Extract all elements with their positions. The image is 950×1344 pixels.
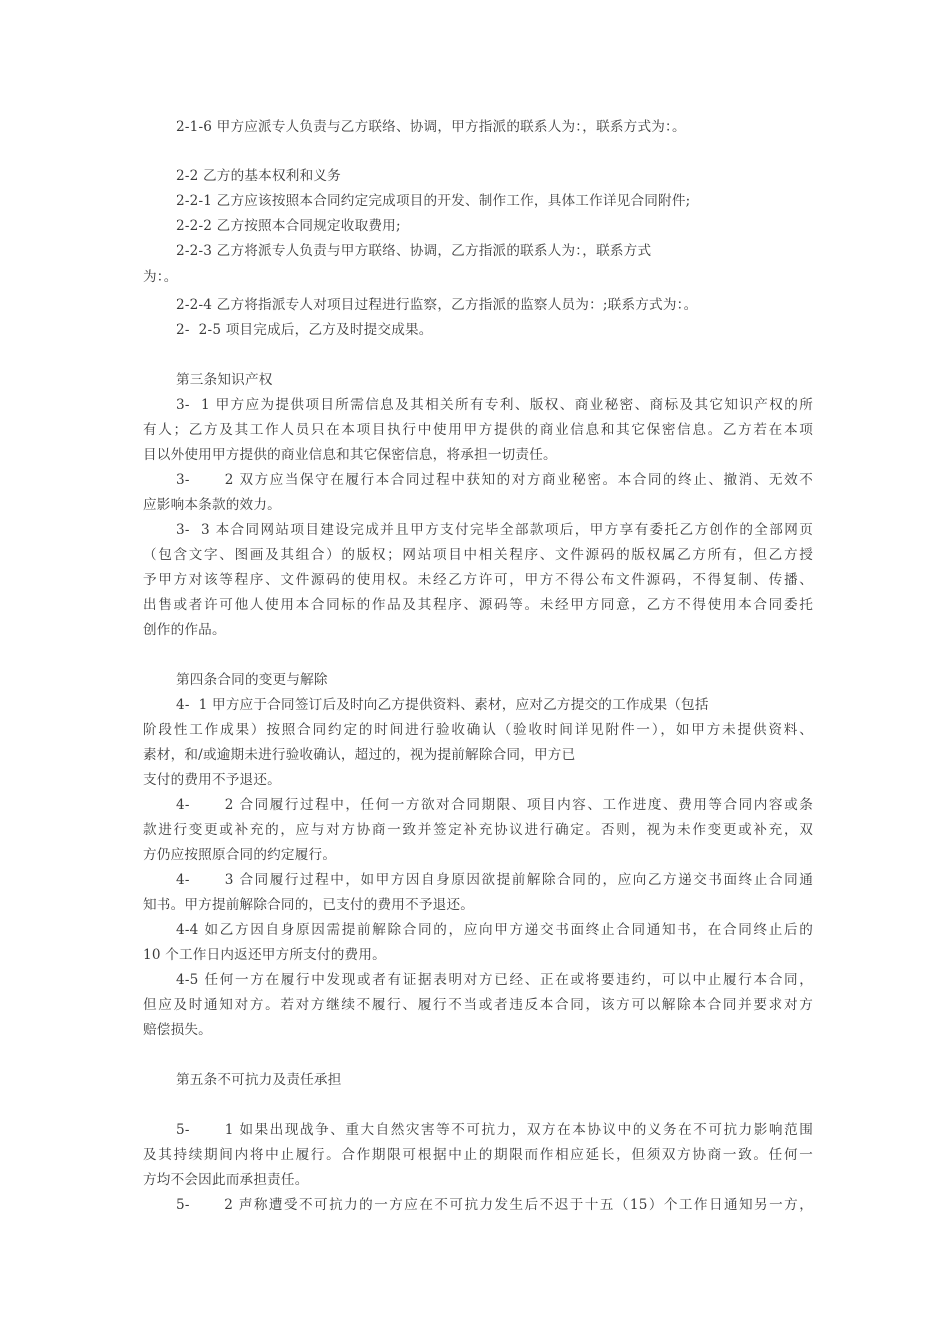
article-5-heading: 第五条不可抗力及责任承担 xyxy=(176,1072,342,1088)
article-4-heading: 第四条合同的变更与解除 xyxy=(176,672,328,688)
clause-3-1-line-2: 有人；乙方及其工作人员只在本项目执行中使用甲方提供的商业信息和其它保密信息。乙方若在本项 xyxy=(143,422,813,438)
clause-4-1-line-3: 素材，和/或逾期未进行验收确认，超过的，视为提前解除合同，甲方已 xyxy=(143,747,576,763)
clause-4-1: 4- 1 甲方应于合同签订后及时向乙方提供资料、素材，应对乙方提交的工作成果（包括 xyxy=(176,697,709,713)
clause-2-2-5: 2- 2-5 项目完成后，乙方及时提交成果。 xyxy=(176,322,433,338)
clause-2-1-6: 2-1-6 甲方应派专人负责与乙方联络、协调，甲方指派的联系人为：，联系方式为：。 xyxy=(176,119,686,135)
clause-3-3: 3- 3 本合同网站项目建设完成并且甲方支付完毕全部款项后，甲方享有委托乙方创作的全部网页 xyxy=(176,522,813,538)
clause-4-5: 4-5 任何一方在履行中发现或者有证据表明对方已经、正在或将要违约，可以中止履行本合同， xyxy=(176,972,813,988)
article-3-heading: 第三条知识产权 xyxy=(176,372,273,388)
clause-5-1-line-3: 方均不会因此而承担责任。 xyxy=(143,1172,309,1188)
clause-2-2-1: 2-2-1 乙方应该按照本合同约定完成项目的开发、制作工作，具体工作详见合同附件; xyxy=(176,193,691,209)
clause-3-3-line-4: 出售或者许可他人使用本合同标的作品及其程序、源码等。未经甲方同意，乙方不得使用本合同委托 xyxy=(143,597,813,613)
clause-4-3: 4- 3 合同履行过程中，如甲方因自身原因欲提前解除合同的，应向乙方递交书面终止合同通 xyxy=(176,872,813,888)
clause-4-5-line-2: 但应及时通知对方。若对方继续不履行、履行不当或者违反本合同，该方可以解除本合同并要求对方 xyxy=(143,997,813,1013)
clause-2-2-2: 2-2-2 乙方按照本合同规定收取费用; xyxy=(176,218,401,234)
clause-4-1-line-4: 支付的费用不予退还。 xyxy=(143,772,281,788)
clause-3-1: 3- 1 甲方应为提供项目所需信息及其相关所有专利、版权、商业秘密、商标及其它知识产权的所 xyxy=(176,397,813,413)
clause-2-2-3-cont: 为：。 xyxy=(143,269,178,285)
clause-2-2-4: 2-2-4 乙方将指派专人对项目过程进行监察，乙方指派的监察人员为：;联系方式为：。 xyxy=(176,297,698,313)
clause-3-2: 3- 2 双方应当保守在履行本合同过程中获知的对方商业秘密。本合同的终止、撤消、无效不 xyxy=(176,472,813,488)
clause-4-1-line-2: 阶段性工作成果）按照合同约定的时间进行验收确认（验收时间详见附件一），如甲方未提供资料、 xyxy=(143,722,813,738)
clause-4-5-line-3: 赔偿损失。 xyxy=(143,1022,212,1038)
clause-2-2-3: 2-2-3 乙方将派专人负责与甲方联络、协调，乙方指派的联系人为：，联系方式 xyxy=(176,243,652,259)
clause-4-2-line-3: 方仍应按照原合同的约定履行。 xyxy=(143,847,337,863)
clause-5-2: 5- 2 声称遭受不可抗力的一方应在不可抗力发生后不迟于十五（15）个工作日通知另一方， xyxy=(176,1197,813,1213)
clause-4-2: 4- 2 合同履行过程中，任何一方欲对合同期限、项目内容、工作进度、费用等合同内容或条 xyxy=(176,797,813,813)
clause-5-1: 5- 1 如果出现战争、重大自然灾害等不可抗力，双方在本协议中的义务在不可抗力影响范围 xyxy=(176,1122,813,1138)
clause-5-1-line-2: 及其持续期间内将中止履行。合作期限可根据中止的期限而作相应延长，但须双方协商一致。任何一 xyxy=(143,1147,813,1163)
clause-3-2-line-2: 应影响本条款的效力。 xyxy=(143,497,281,513)
clause-4-4: 4-4 如乙方因自身原因需提前解除合同的，应向甲方递交书面终止合同通知书，在合同终止后的 xyxy=(176,922,813,938)
clause-3-3-line-2: （包含文字、图画及其组合）的版权；网站项目中相关程序、文件源码的版权属乙方所有，但乙方授 xyxy=(143,547,813,563)
clause-4-2-line-2: 款进行变更或补充的，应与对方协商一致并签定补充协议进行确定。否则，视为未作变更或补充，双 xyxy=(143,822,813,838)
section-heading-2-2: 2-2 乙方的基本权利和义务 xyxy=(176,168,341,184)
clause-3-1-line-3: 目以外使用甲方提供的商业信息和其它保密信息，将承担一切责任。 xyxy=(143,447,557,463)
clause-4-3-line-2: 知书。甲方提前解除合同的，已支付的费用不予退还。 xyxy=(143,897,475,913)
clause-3-3-line-5: 创作的作品。 xyxy=(143,622,226,638)
clause-4-4-line-2: 10 个工作日内返还甲方所支付的费用。 xyxy=(143,947,386,963)
clause-3-3-line-3: 予甲方对该等程序、文件源码的使用权。未经乙方许可，甲方不得公布文件源码，不得复制、传播、 xyxy=(143,572,813,588)
